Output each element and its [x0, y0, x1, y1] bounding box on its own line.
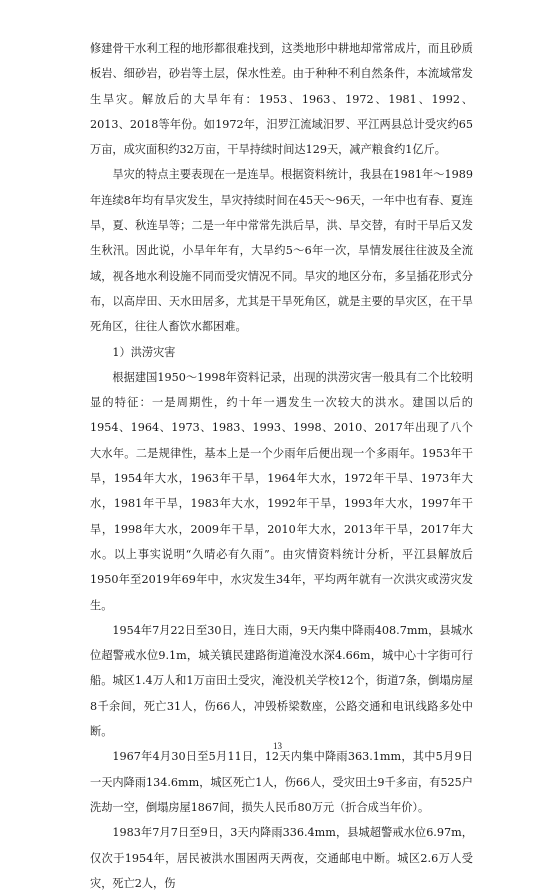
- paragraph-flood-features: 根据建国1950～1998年资料记录，出现的洪涝灾害一般具有二个比较明显的特征：一是周期性，约十年一遇发生一次较大的洪水。建国以后的1954、1964、1973、1983、1993、1998、2010、2017年出现了八个大水年。二是规律性，基本上是一个少雨年后便出现一个多雨年。1953年干旱，1954年大水，1963年干旱，1964年大水，1972年干旱、1973年大水，1981年干旱，1983年大水，1992年干旱，1993年大水，1997年干旱，1998年大水，2009年干旱，2010年大水，2013年干旱，2017年大水。以上事实说明“久晴必有久雨”。由灾情资料统计分析，平江县解放后1950年至2019年69年中，水灾发生34年，平均两年就有一次洪灾或涝灾发生。: [90, 370, 473, 612]
- paragraph-1954-flood: 1954年7月22日至30日，连日大雨，9天内集中降雨408.7mm，县城水位超警戒水位9.1m，城关镇民建路街道淹没水深4.66m，城中心十字街可行船。城区1.4万人和1万亩田土受灾，淹没机关学校12个，街道7条，倒塌房屋8千余间，死亡31人，伤66人，冲毁桥梁数座，公路交通和电讯线路多处中断。: [90, 623, 473, 739]
- paragraph-1983-flood: 1983年7月7日至9日，3天内降雨336.4mm，县城超警戒水位6.97m，仅次于1954年，居民被洪水围困两天两夜，交通邮电中断。城区2.6万人受灾，死亡2人，伤: [90, 826, 473, 890]
- paragraph-continuation: 修建骨干水利工程的地形都很难找到，这类地形中耕地却常常成片，而且砂质板岩、细砂岩，砂岩等土层，保水性差。由于种种不利自然条件，本流域常发生旱灾。解放后的大旱年有：1953、1963、1972、1981、1992、2013、2018等年份。如1972年，汨罗江流域汨罗、平江两县总计受灾约65万亩，成灾面积约32万亩，干旱持续时间达129天，减产粮食约1亿斤。: [90, 42, 473, 157]
- page-number: 13: [273, 741, 282, 751]
- section-heading-flood: 1）洪涝灾害: [112, 345, 176, 359]
- paragraph-1967-flood: 1967年4月30日至5月11日，12天内集中降雨363.1mm，其中5月9日一天内降雨134.6mm，城区死亡1人，伤66人，受灾田土9千多亩，有525户洗劫一空，倒塌房屋1867间，损失人民币80万元（折合成当年价）。: [90, 750, 473, 814]
- body-text: [90, 36, 473, 896]
- paragraph-drought-features: 旱灾的特点主要表现在一是连旱。根据资料统计，我县在1981年～1989年连续8年均有旱灾发生，旱灾持续时间在45天～96天，一年中也有春、夏连旱，夏、秋连旱等；二是一年中常常先洪后旱，洪、旱交替，有时干旱后又发生秋汛。因此说，小旱年年有，大旱约5～6年一次，旱情发展往往波及全流域，视各地水利设施不同而受灾情况不同。旱灾的地区分布，多呈插花形式分布，以高岸田、天水田居多，尤其是干旱死角区，就是主要的旱灾区，在干旱死角区，往往人畜饮水都困难。: [90, 168, 473, 334]
